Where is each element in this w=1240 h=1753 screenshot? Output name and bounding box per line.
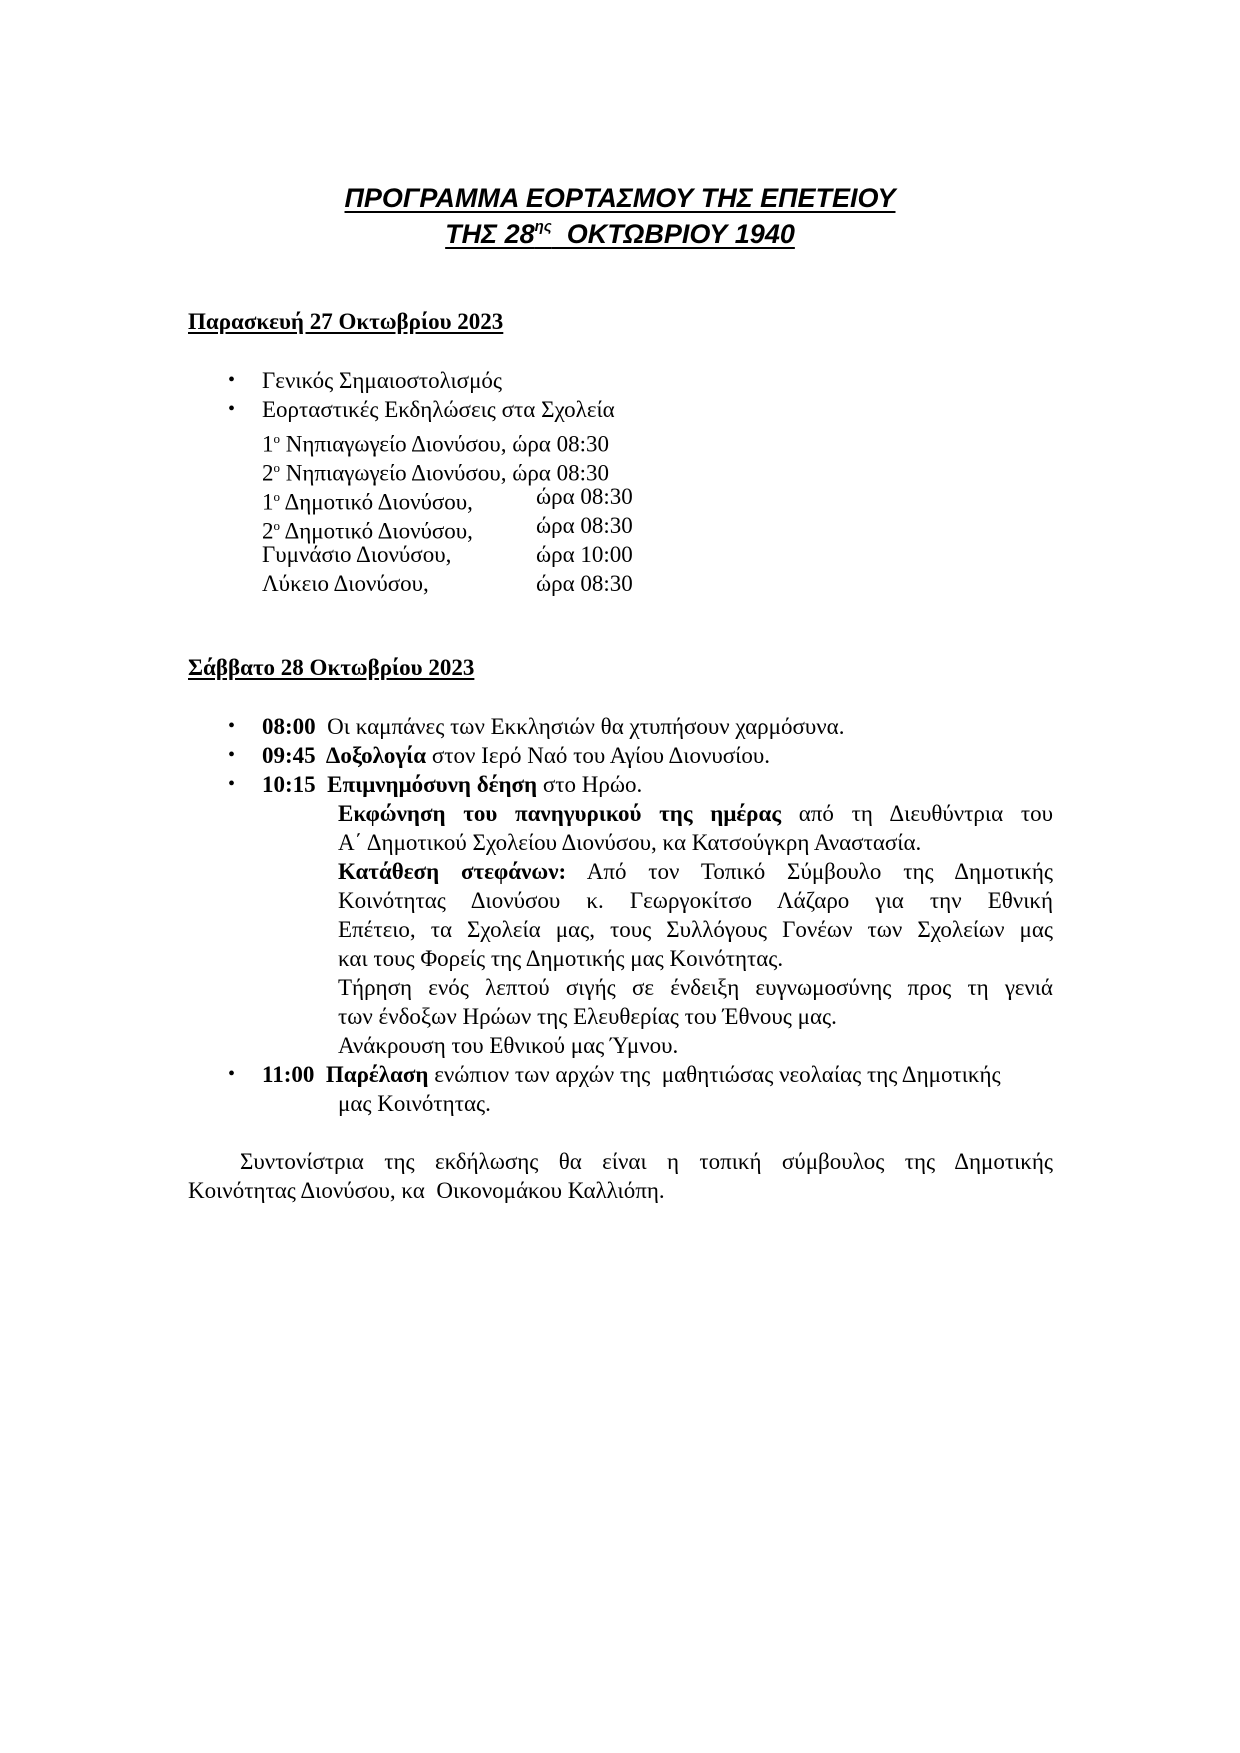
closing-line2: Κοινότητας Διονύσου, κα Οικονομάκου Καλλιόπη.	[188, 1178, 665, 1203]
school-name: Λύκειο Διονύσου,	[262, 571, 429, 596]
document-title-line2	[0, 216, 1240, 252]
day2-heading: Σάββατο 28 Οκτωβρίου 2023	[188, 655, 475, 680]
school-number: 1	[262, 489, 274, 515]
closing-line1: Συντονίστρια της εκδήλωσης θα είναι η τοπική σύμβουλος της Δημοτικής	[240, 1149, 1053, 1174]
sub-line-silence-cont: των ένδοξων Ηρώων της Ελευθερίας του Έθνους μας.	[338, 1004, 837, 1029]
program-text: ενώπιον των αρχών της μαθητιώσας νεολαίας της Δημοτικής	[428, 1062, 1001, 1087]
school-number: 2	[262, 460, 274, 486]
program-text: στον Ιερό Ναό του Αγίου Διονυσίου.	[426, 743, 770, 768]
wreath-text: Από τον Τοπικό Σύμβουλο της Δημοτικής	[566, 859, 1054, 884]
sub-line-parade-cont: μας Κοινότητας.	[338, 1091, 491, 1116]
program-bold-text: Επιμνημόσυνη δέηση	[315, 772, 538, 797]
school-name: Νηπιαγωγείο Διονύσου, ώρα 08:30	[280, 460, 609, 486]
school-time: ώρα 10:00	[536, 542, 633, 567]
program-bold-text: Παρέλαση	[314, 1062, 429, 1087]
speech-text: από τη Διευθύντρια του	[781, 801, 1053, 826]
title-line2-pre: ΤΗΣ 28	[445, 219, 535, 249]
school-name: Γυμνάσιο Διονύσου,	[262, 542, 452, 567]
program-text: στο Ηρώο.	[537, 772, 643, 797]
school-number: 1	[262, 431, 274, 457]
sub-line-wreath	[338, 857, 1053, 886]
day1-heading: Παρασκευή 27 Οκτωβρίου 2023	[188, 309, 504, 334]
program-text: Οι καμπάνες των Εκκλησιών θα χτυπήσουν χαρμόσυνα.	[315, 714, 845, 739]
school-name: Δημοτικό Διονύσου,	[280, 518, 473, 544]
speech-bold: Εκφώνηση του πανηγυρικού της ημέρας	[338, 801, 782, 826]
school-number: 2	[262, 518, 274, 544]
school-name: Νηπιαγωγείο Διονύσου, ώρα 08:30	[280, 431, 609, 457]
title-ordinal-suffix: ης	[534, 218, 552, 235]
sub-line-wreath-cont: Επέτειο, τα Σχολεία μας, τους Συλλόγους Γονέων των Σχολείων μας	[338, 917, 1053, 942]
school-schedule-row	[262, 540, 451, 569]
sub-line-wreath-cont: και τους Φορείς της Δημοτικής μας Κοινότητας.	[338, 946, 784, 971]
school-time: ώρα 08:30	[536, 484, 633, 509]
sub-line-speaker: Α΄ Δημοτικού Σχολείου Διονύσου, κα Κατσούγκρη Αναστασία.	[338, 830, 922, 855]
school-name: Δημοτικό Διονύσου,	[280, 489, 473, 515]
school-time: ώρα 08:30	[536, 571, 633, 596]
program-item-line	[262, 770, 642, 799]
title-line2-post: ΟΚΤΩΒΡΙΟΥ 1940	[551, 219, 795, 249]
sub-line-speech	[338, 799, 1053, 828]
bullet-icon: •	[228, 773, 236, 795]
school-number-suffix: ο	[273, 431, 280, 446]
bullet-icon: •	[228, 1063, 236, 1085]
school-number-suffix: ο	[273, 489, 280, 504]
school-number-suffix: ο	[273, 518, 280, 533]
bullet-icon: •	[228, 369, 236, 391]
program-item-line	[262, 712, 844, 741]
school-schedule-row	[262, 569, 429, 598]
bullet-icon: •	[228, 398, 236, 420]
day1-bullet-text: Γενικός Σημαιοστολισμός	[262, 368, 503, 393]
wreath-bold: Κατάθεση στεφάνων:	[338, 859, 567, 884]
bullet-icon: •	[228, 744, 236, 766]
program-time: 08:00	[262, 714, 316, 739]
program-item-line	[262, 741, 770, 770]
sub-line-silence: Τήρηση ενός λεπτού σιγής σε ένδειξη ευγνωμοσύνης προς τη γενιά	[338, 975, 1053, 1000]
sub-line-anthem: Ανάκρουση του Εθνικού μας Ύμνου.	[338, 1033, 679, 1058]
program-bold-text: Δοξολογία	[315, 743, 427, 768]
program-time: 09:45	[262, 743, 316, 768]
program-item-line	[262, 1060, 1001, 1089]
program-time: 10:15	[262, 772, 316, 797]
bullet-icon: •	[228, 715, 236, 737]
sub-line-wreath-cont: Κοινότητας Διονύσου κ. Γεωργοκίτσο Λάζαρο για την Εθνική	[338, 888, 1053, 913]
school-number-suffix: ο	[273, 460, 280, 475]
program-time: 11:00	[262, 1062, 315, 1087]
school-time: ώρα 08:30	[536, 513, 633, 538]
day1-bullet-text: Εορταστικές Εκδηλώσεις στα Σχολεία	[262, 397, 615, 422]
document-title-line1: ΠΡΟΓΡΑΜΜΑ ΕΟΡΤΑΣΜΟΥ ΤΗΣ ΕΠΕΤΕΙΟΥ	[344, 183, 896, 213]
